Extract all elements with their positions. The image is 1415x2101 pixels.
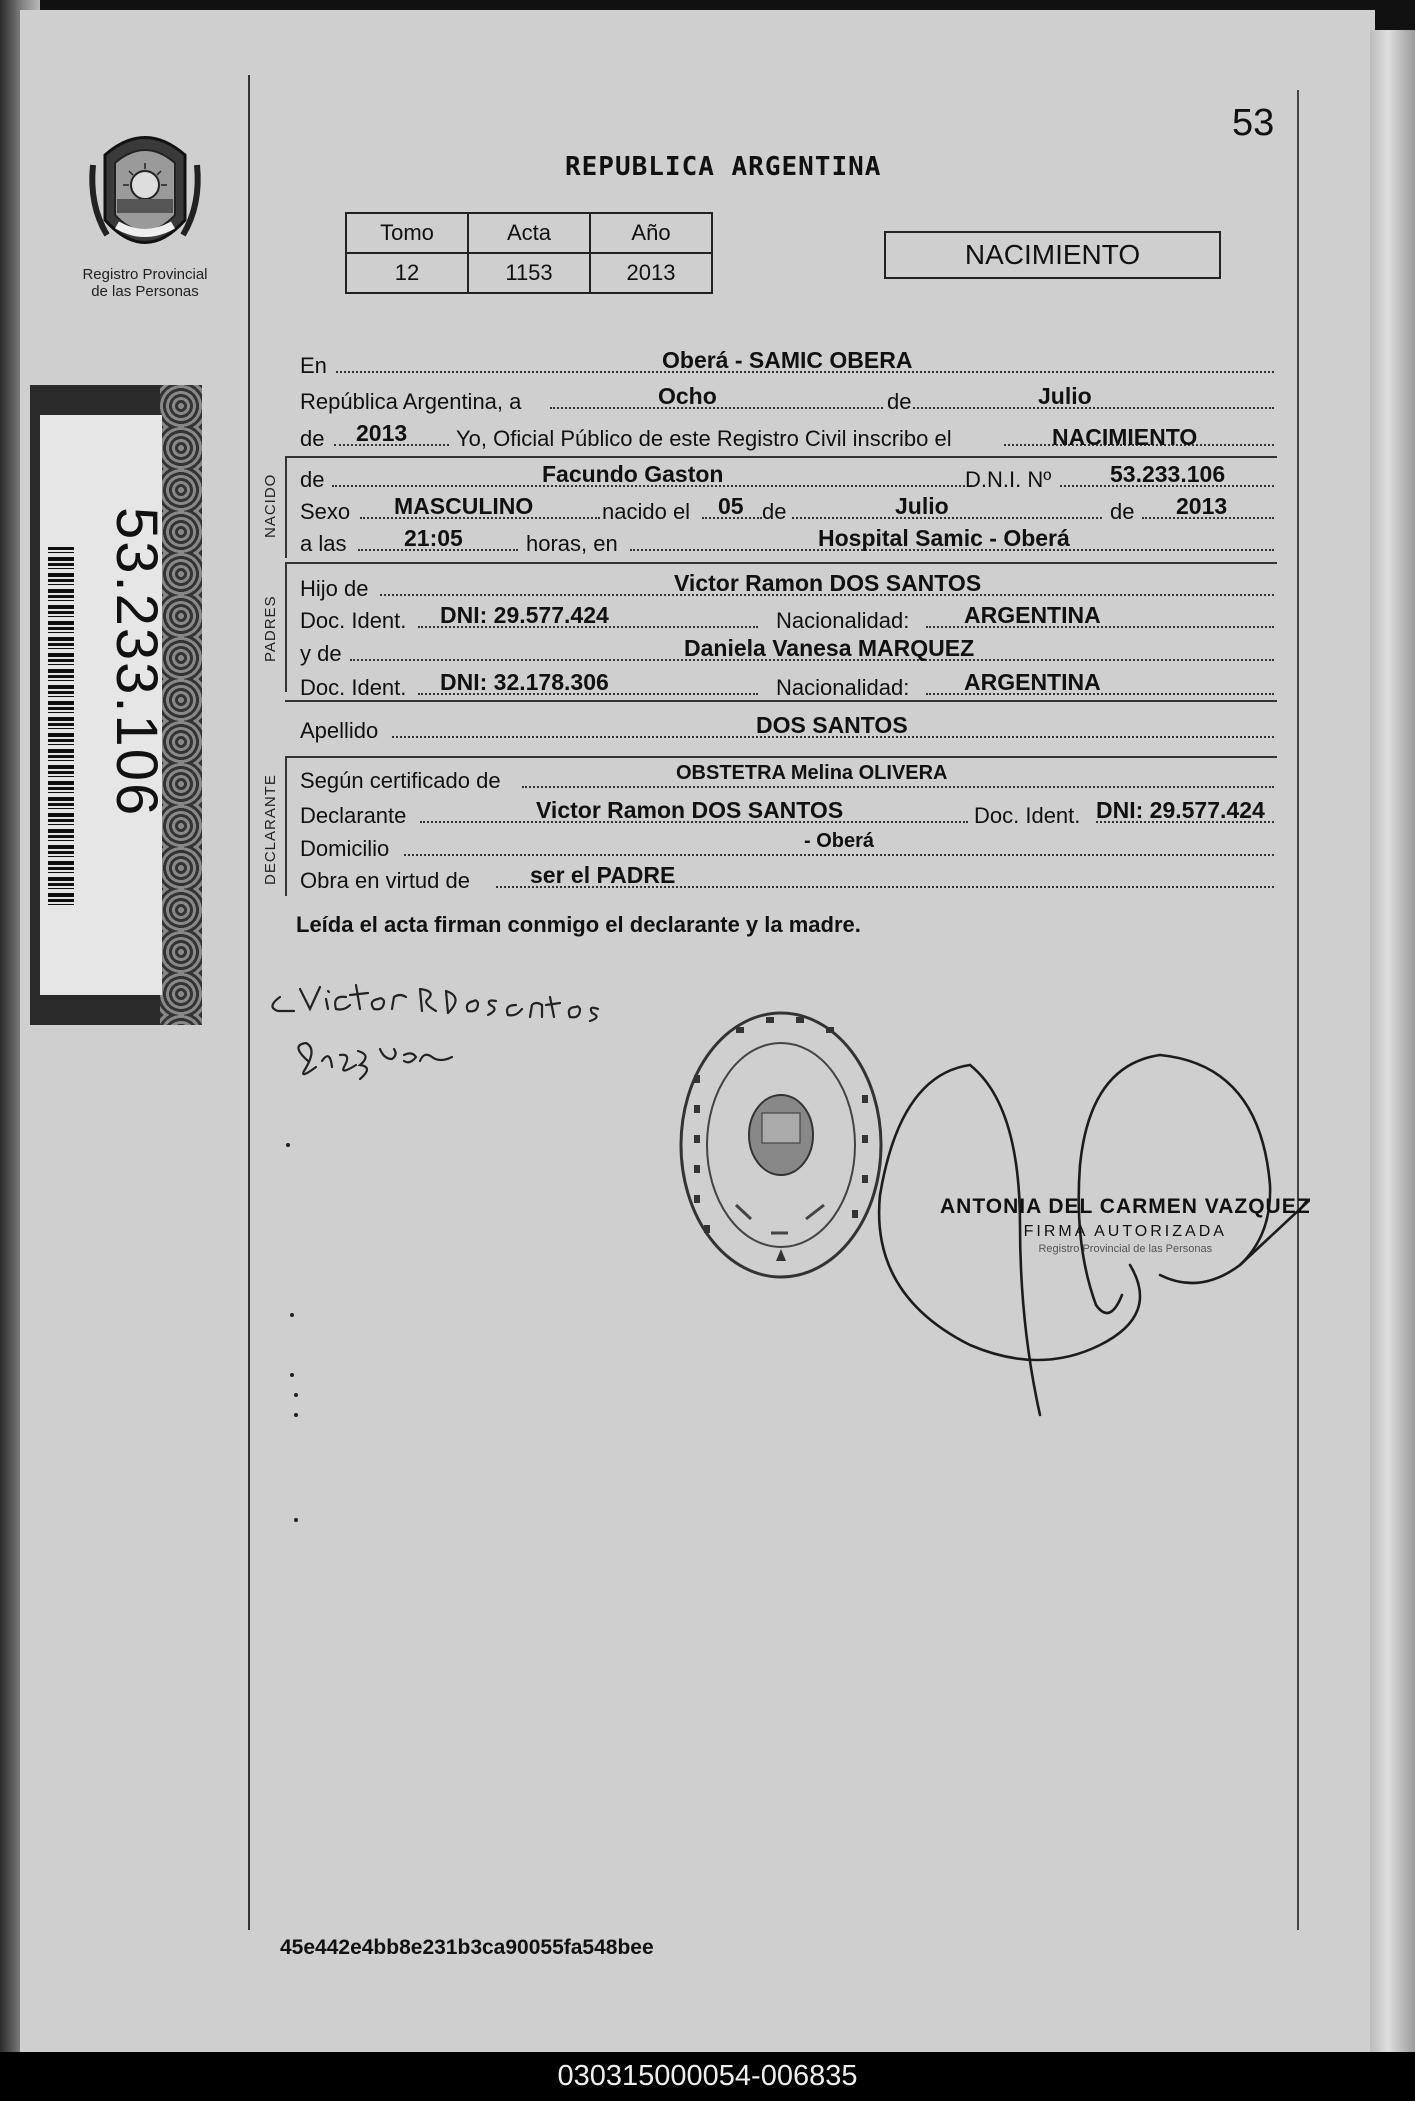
registry-caption — [70, 266, 220, 300]
mother-nationality: ARGENTINA — [964, 669, 1101, 695]
act-type: NACIMIENTO — [1052, 424, 1198, 450]
label-de-month: de — [762, 499, 787, 524]
label-de-year: de — [1110, 499, 1135, 524]
month: Julio — [1038, 383, 1092, 409]
anio-header: Año — [590, 213, 712, 253]
authorized-officer — [940, 1195, 1311, 1255]
barcode-number: 53.233.106 — [104, 507, 169, 818]
label-dni: D.N.I. Nº — [965, 467, 1052, 492]
label-nacido-el: nacido el — [602, 499, 691, 524]
birth-place: Hospital Samic - Oberá — [818, 525, 1070, 551]
line-declarant — [300, 797, 1275, 831]
label-nac-father: Nacionalidad: — [776, 608, 910, 633]
line-reason — [300, 862, 1275, 896]
birth-time: 21:05 — [404, 525, 463, 551]
label-horas: horas, en — [526, 531, 618, 556]
officer-role: FIRMA AUTORIZADA — [1023, 1223, 1227, 1240]
section-label-nacido: NACIDO — [262, 473, 279, 538]
address: - Oberá — [804, 830, 875, 852]
closing-statement: Leída el acta firman conmigo el declarante y la madre. — [296, 912, 861, 937]
label-doc-father: Doc. Ident. — [300, 608, 407, 633]
left-margin-rule — [248, 75, 250, 1930]
handwritten-signatures — [260, 975, 620, 1135]
registry-caption-line2: de las Personas — [91, 283, 199, 300]
section-label-declarante: DECLARANTE — [262, 774, 279, 885]
line-name — [300, 461, 1275, 495]
line-certificate — [300, 762, 1275, 796]
tomo-header: Tomo — [346, 213, 468, 253]
line-sex — [300, 493, 1275, 527]
misiones-seal-icon — [85, 125, 205, 265]
official-stamp-icon — [676, 1005, 886, 1285]
label-declarante: Declarante — [300, 803, 407, 828]
line-address — [300, 830, 1275, 864]
label-apellido: Apellido — [300, 718, 379, 743]
officer-name: ANTONIA DEL CARMEN VAZQUEZ — [940, 1195, 1311, 1218]
day-words: Ocho — [658, 383, 717, 409]
label-de: de — [887, 389, 912, 414]
label-a-las: a las — [300, 531, 347, 556]
line-father — [300, 570, 1275, 604]
certificate: OBSTETRA Melina OLIVERA — [676, 762, 948, 784]
place-city: Oberá - SAMIC OBERA — [662, 347, 913, 373]
birth-year: 2013 — [1176, 493, 1228, 519]
label-de2: de — [300, 426, 325, 451]
barcode-strip — [40, 415, 169, 995]
line-mother-doc — [300, 669, 1275, 703]
barcode-label — [30, 385, 202, 1025]
line-surname — [300, 712, 1275, 746]
label-de-name: de — [300, 467, 325, 492]
section-label-padres: PADRES — [262, 595, 279, 662]
child-sex: MASCULINO — [394, 493, 534, 519]
footer-code: 030315000054-006835 — [0, 2052, 1415, 2101]
year: 2013 — [356, 420, 408, 446]
label-cert: Según certificado de — [300, 768, 501, 793]
registry-caption-line1: Registro Provincial — [82, 266, 208, 283]
country-title: REPUBLICA ARGENTINA — [565, 152, 882, 182]
label-republica: República Argentina, a — [300, 389, 522, 414]
label-doc-mother: Doc. Ident. — [300, 675, 407, 700]
reason: ser el PADRE — [530, 862, 676, 888]
label-en: En — [300, 353, 327, 378]
label-sexo: Sexo — [300, 499, 351, 524]
line-time — [300, 525, 1275, 559]
barcode-bars — [48, 547, 74, 907]
surname: DOS SANTOS — [756, 712, 908, 738]
book-page-edges — [1370, 30, 1415, 2052]
page-number: 53 — [1232, 102, 1275, 144]
label-doc-declarant: Doc. Ident. — [974, 803, 1081, 828]
mother-doc: DNI: 32.178.306 — [440, 669, 609, 695]
line-officer — [300, 420, 1275, 454]
label-hijo: Hijo de — [300, 576, 369, 601]
line-date — [300, 383, 1275, 417]
label-obra: Obra en virtud de — [300, 868, 470, 893]
acta-header: Acta — [468, 213, 590, 253]
line-father-doc — [300, 602, 1275, 636]
child-name: Facundo Gaston — [542, 461, 724, 487]
record-type-box: NACIMIENTO — [884, 231, 1221, 279]
declarant-name: Victor Ramon DOS SANTOS — [536, 797, 844, 823]
officer-org: Registro Provincial de las Personas — [1038, 1243, 1213, 1255]
label-domicilio: Domicilio — [300, 836, 390, 861]
acta-value: 1153 — [468, 253, 590, 293]
declarant-doc: DNI: 29.577.424 — [1096, 797, 1265, 823]
anio-value: 2013 — [590, 253, 712, 293]
father-nationality: ARGENTINA — [964, 602, 1101, 628]
line-mother — [300, 635, 1275, 669]
label-officer: Yo, Oficial Público de este Registro Civil inscribo el — [456, 426, 952, 451]
father-doc: DNI: 29.577.424 — [440, 602, 609, 628]
tomo-acta-anio-table — [345, 212, 713, 294]
child-dni: 53.233.106 — [1110, 461, 1226, 487]
document-hash: 45e442e4bb8e231b3ca90055fa548bee — [280, 1936, 654, 1959]
birth-day: 05 — [718, 493, 744, 519]
line-place — [300, 347, 1275, 381]
label-y-de: y de — [300, 641, 342, 666]
right-margin-rule — [1297, 90, 1299, 1930]
birth-month: Julio — [895, 493, 949, 519]
mother-name: Daniela Vanesa MARQUEZ — [684, 635, 975, 661]
tomo-value: 12 — [346, 253, 468, 293]
father-name: Victor Ramon DOS SANTOS — [674, 570, 982, 596]
label-nac-mother: Nacionalidad: — [776, 675, 910, 700]
